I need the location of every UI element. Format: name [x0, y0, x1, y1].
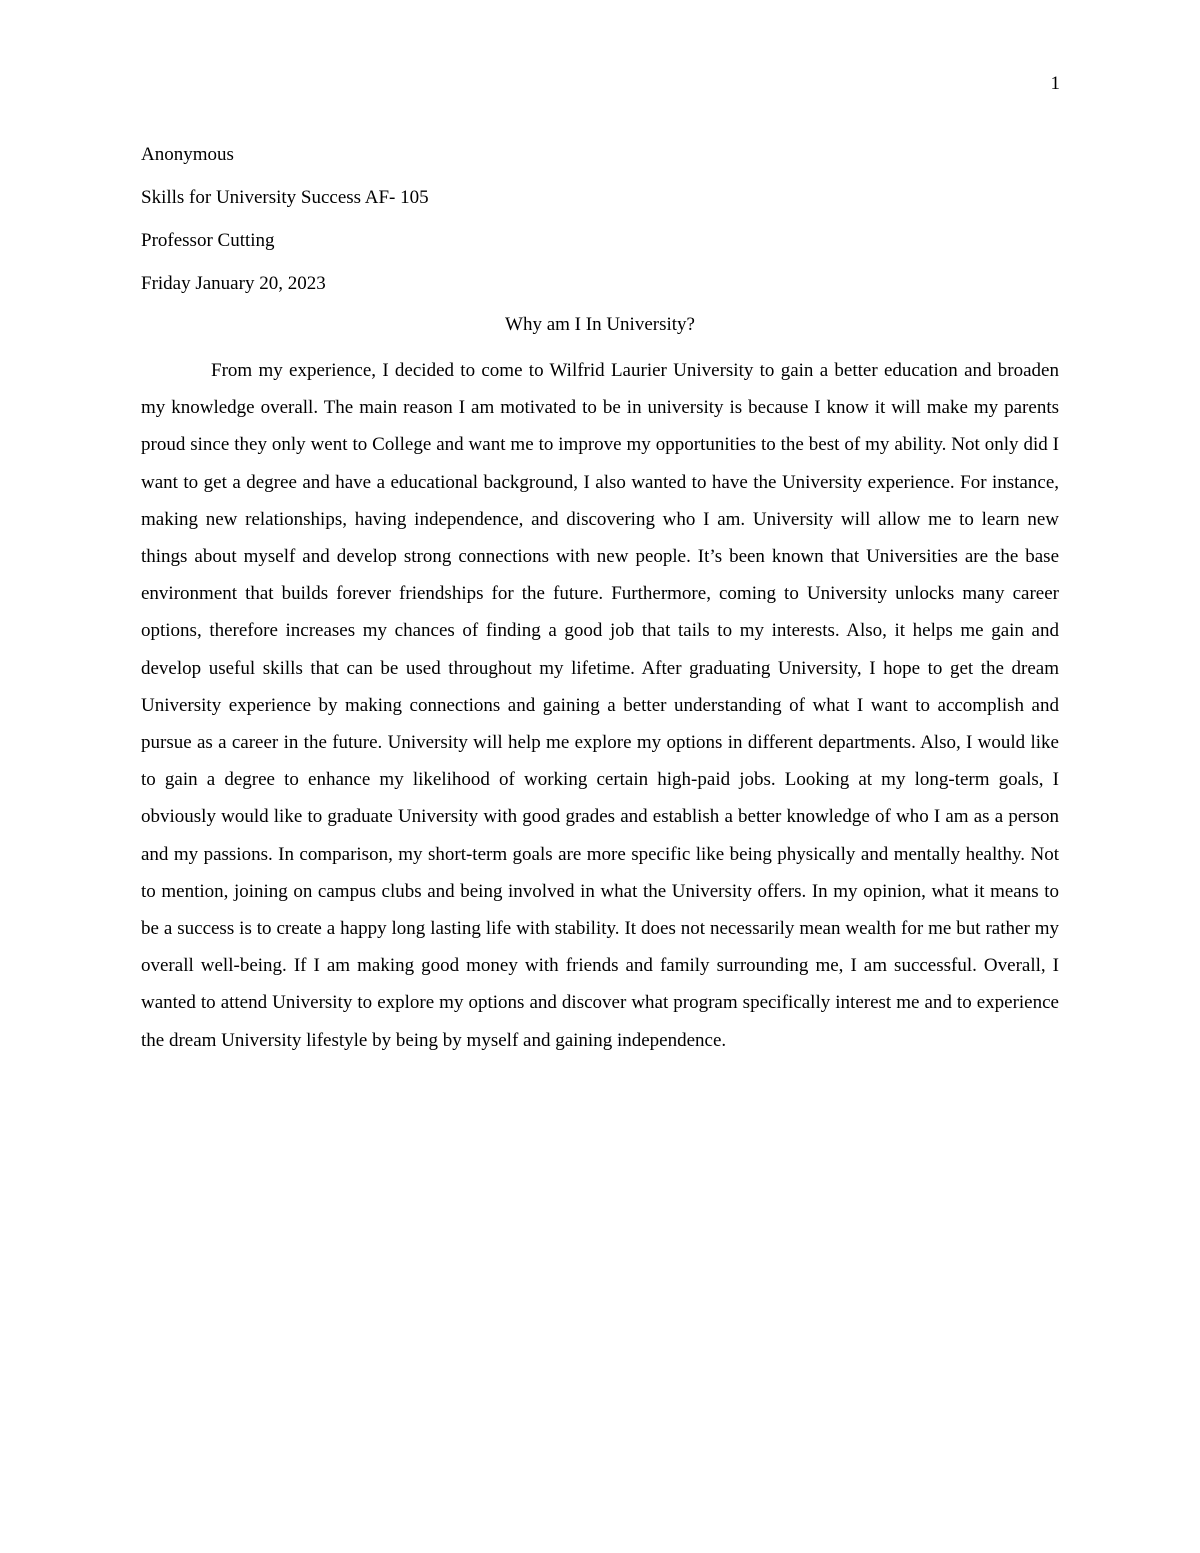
- mla-heading: [141, 141, 1059, 313]
- essay-body-paragraph: From my experience, I decided to come to Wilfrid Laurier University to gain a better education and broaden my knowledge overall. The main reason I am motivated to be in university is because I know it will make my parents proud since they only went to College and want me to improve my opportunities to the best of my ability. Not only did I want to get a degree and have a educational background, I also wanted to have the University experience. For instance, making new relationships, having independence, and discovering who I am. University will allow me to learn new things about myself and develop strong connections with new people. It’s been known that Universities are the base environment that builds forever friendships for the future. Furthermore, coming to University unlocks many career options, therefore increases my chances of finding a good job that tails to my interests. Also, it helps me gain and develop useful skills that can be used throughout my lifetime. After graduating University, I hope to get the dream University experience by making connections and gaining a better understanding of what I want to accomplish and pursue as a career in the future. University will help me explore my options in different departments. Also, I would like to gain a degree to enhance my likelihood of working certain high-paid jobs. Looking at my long-term goals, I obviously would like to graduate University with good grades and establish a better knowledge of who I am as a person and my passions. In comparison, my short-term goals are more specific like being physically and mentally healthy. Not to mention, joining on campus clubs and being involved in what the University offers. In my opinion, what it means to be a success is to create a happy long lasting life with stability. It does not necessarily mean wealth for me but rather my overall well-being. If I am making good money with friends and family surrounding me, I am successful. Overall, I wanted to attend University to explore my options and discover what program specifically interest me and to experience the dream University lifestyle by being by myself and gaining independence.: [141, 360, 1059, 1051]
- professor-name: Professor Cutting: [141, 230, 275, 251]
- essay-title: Why am I In University?: [505, 314, 695, 335]
- author-name: Anonymous: [141, 144, 234, 165]
- course-name: Skills for University Success AF- 105: [141, 187, 429, 208]
- page-number: 1: [1050, 73, 1060, 94]
- date-line: Friday January 20, 2023: [141, 273, 326, 294]
